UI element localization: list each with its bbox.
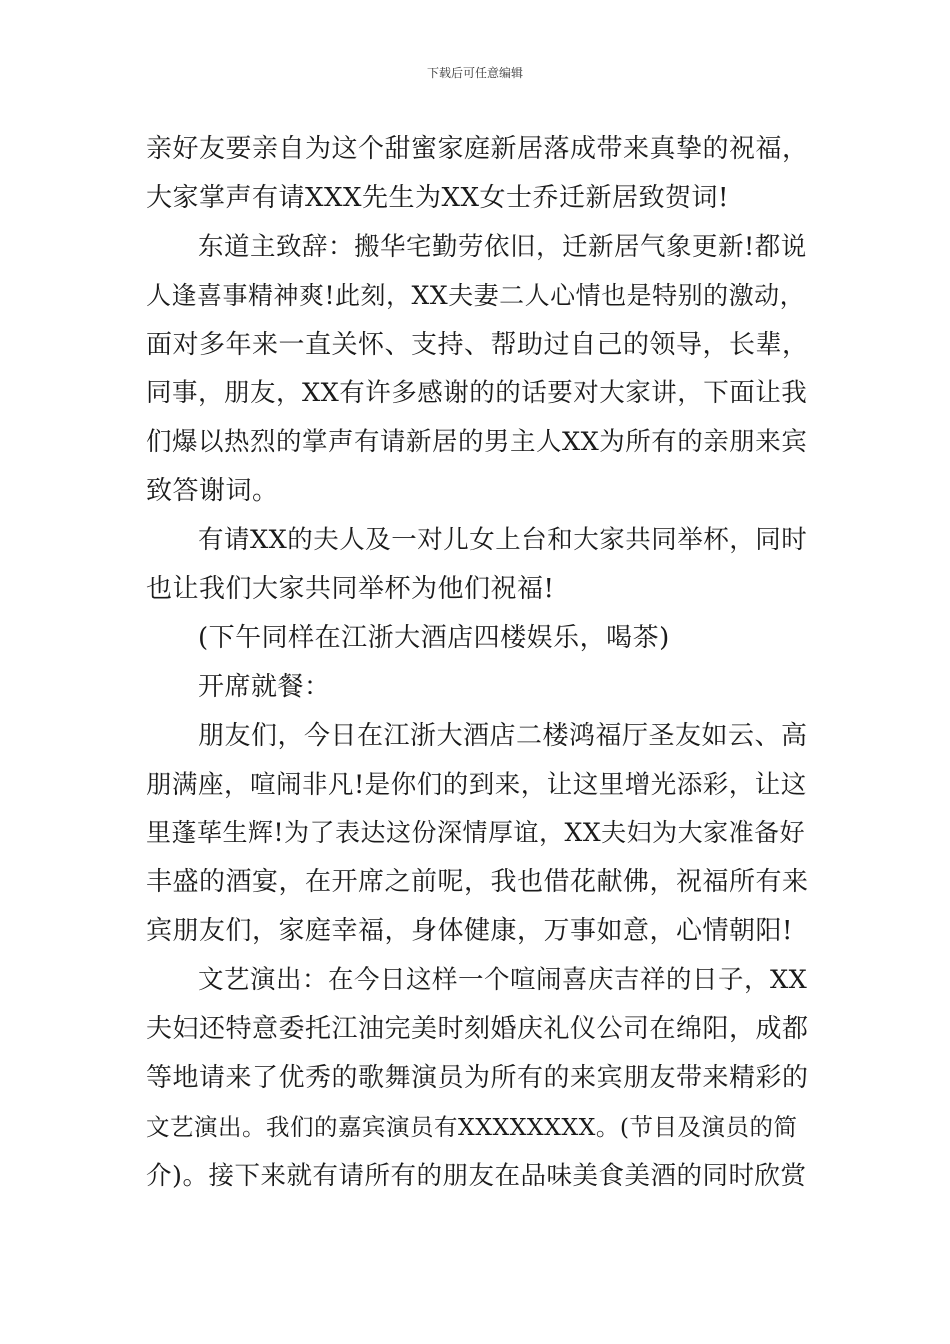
body-line-5: 面对多年来一直关怀、支持、帮助过自己的领导，长辈， bbox=[146, 329, 809, 360]
document-body bbox=[146, 125, 810, 1201]
body-line-4: 人逢喜事精神爽!此刻，XX夫妻二人心情也是特别的激动， bbox=[146, 280, 806, 310]
page-header: 下载后可任意编辑 bbox=[426, 66, 523, 80]
body-line-17: 宾朋友们，家庭幸福，身体健康，万事如意，心情朝阳! bbox=[146, 916, 793, 947]
body-line-11: (下午同样在江浙大酒店四楼娱乐，喝茶) bbox=[198, 622, 670, 653]
body-line-2: 大家掌声有请XXX先生为XX女士乔迁新居致贺词! bbox=[146, 182, 729, 213]
body-line-13: 朋友们，今日在江浙大酒店二楼鸿福厅圣友如云、高 bbox=[198, 720, 808, 751]
body-line-15: 里蓬荜生辉!为了表达这份深情厚谊，XX夫妇为大家准备好 bbox=[146, 818, 806, 848]
body-line-20: 等地请来了优秀的歌舞演员为所有的来宾朋友带来精彩的 bbox=[146, 1062, 809, 1093]
body-line-8: 致答谢词。 bbox=[146, 476, 279, 507]
body-line-7: 们爆以热烈的掌声有请新居的男主人XX为所有的亲朋来宾 bbox=[146, 427, 808, 458]
body-line-19: 夫妇还特意委托江油完美时刻婚庆礼仪公司在绵阳，成都 bbox=[146, 1014, 809, 1045]
body-line-1: 亲好友要亲自为这个甜蜜家庭新居落成带来真挚的祝福， bbox=[146, 134, 809, 164]
body-line-18: 文艺演出：在今日这样一个喧闹喜庆吉祥的日子，XX bbox=[198, 965, 808, 996]
body-line-22: 介)。接下来就有请所有的朋友在品味美食美酒的同时欣赏 bbox=[146, 1160, 807, 1191]
body-line-10: 也让我们大家共同举杯为他们祝福! bbox=[146, 574, 555, 605]
body-line-21: 文艺演出。我们的嘉宾演员有XXXXXXXX。(节目及演员的简 bbox=[146, 1112, 798, 1141]
body-line-6: 同事，朋友，XX有许多感谢的的话要对大家讲，下面让我 bbox=[146, 378, 808, 409]
body-line-16: 丰盛的酒宴，在开席之前呢，我也借花献佛，祝福所有来 bbox=[146, 867, 809, 898]
body-line-14: 朋满座，喧闹非凡!是你们的到来，让这里增光添彩，让这 bbox=[146, 769, 807, 800]
body-line-3: 东道主致辞：搬华宅勤劳依旧，迁新居气象更新!都说 bbox=[198, 231, 807, 262]
body-line-9: 有请XX的夫人及一对儿女上台和大家共同举杯，同时 bbox=[198, 525, 808, 556]
body-line-12: 开席就餐： bbox=[198, 671, 331, 702]
